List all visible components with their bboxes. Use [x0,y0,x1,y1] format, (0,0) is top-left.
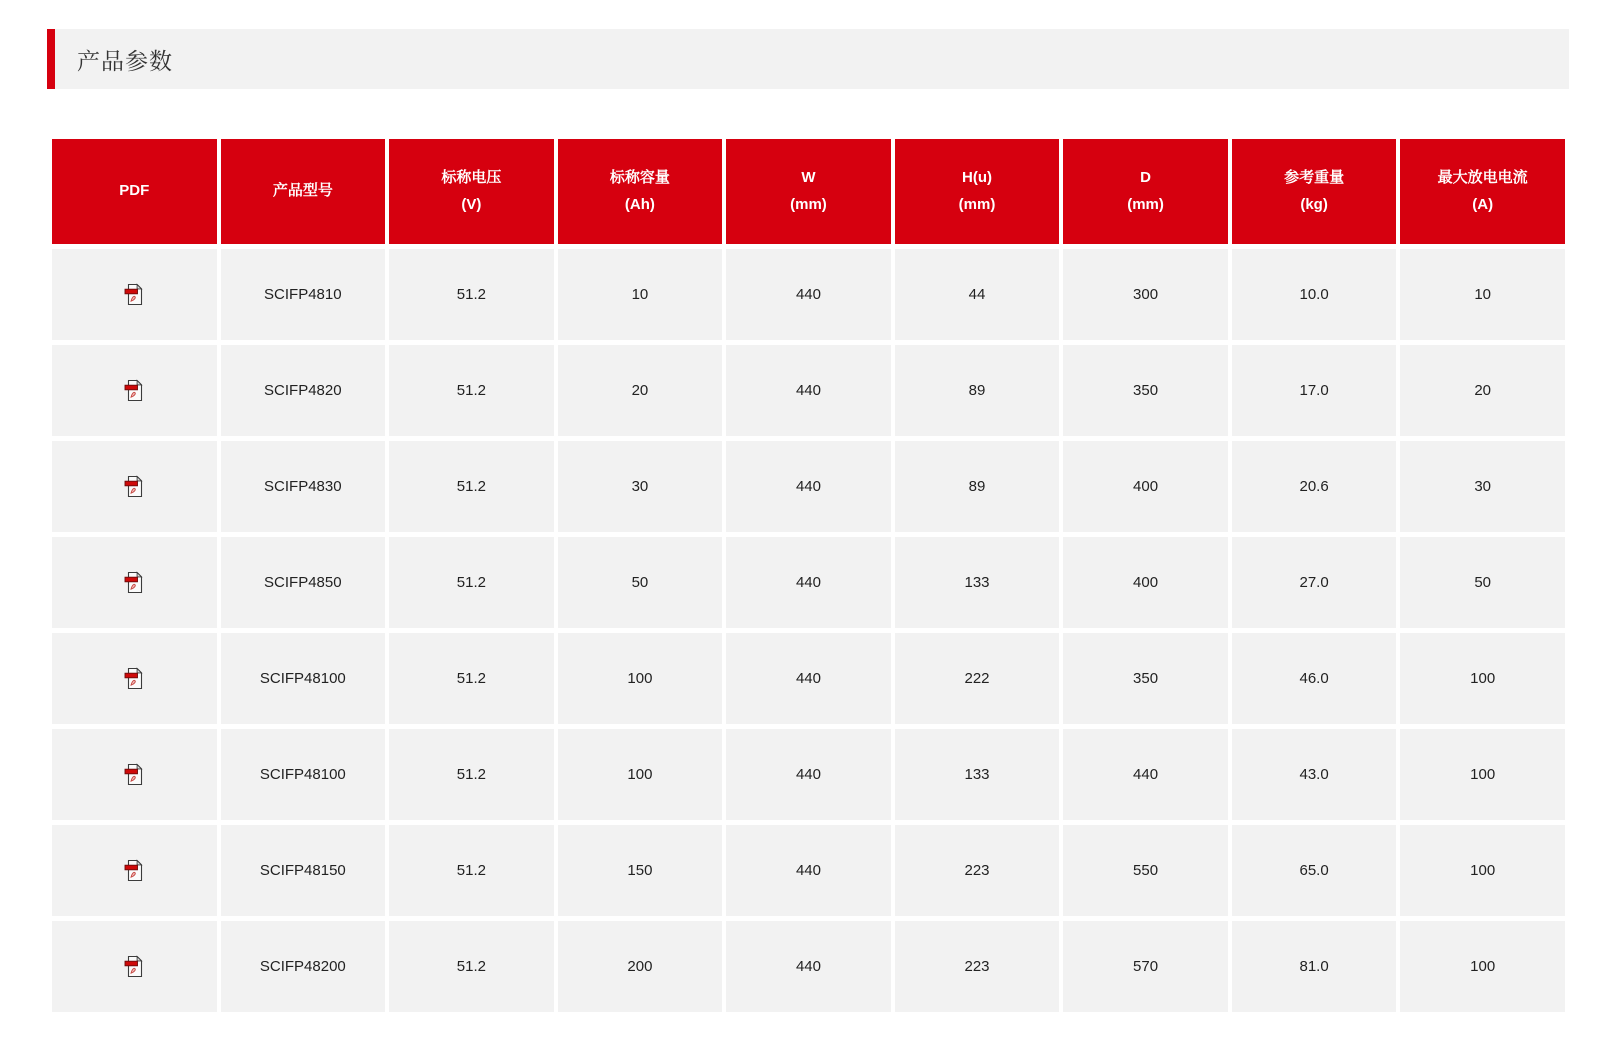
model-cell: SCIFP48200 [221,921,386,1012]
table-body [52,249,1565,1012]
pdf-cell [52,249,217,340]
width-cell: 440 [726,441,891,532]
width-cell: 440 [726,825,891,916]
pdf-icon [124,475,144,498]
weight-cell: 43.0 [1232,729,1397,820]
voltage-cell: 51.2 [389,825,554,916]
column-header-capacity [558,139,723,244]
pdf-cell [52,729,217,820]
column-label: 最大放电电流 [1437,169,1528,187]
table-row [52,633,1565,724]
model-cell: SCIFP48150 [221,825,386,916]
pdf-download-link[interactable] [124,955,144,978]
width-cell: 440 [726,537,891,628]
table-row [52,729,1565,820]
column-label: H(u) [962,169,992,187]
table-row [52,825,1565,916]
voltage-cell: 51.2 [389,729,554,820]
column-unit: (V) [461,195,482,213]
pdf-cell [52,537,217,628]
current-cell: 100 [1400,921,1565,1012]
height-cell: 223 [895,921,1060,1012]
weight-cell: 81.0 [1232,921,1397,1012]
capacity-cell: 200 [558,921,723,1012]
column-unit: (kg) [1300,195,1328,213]
height-cell: 133 [895,537,1060,628]
weight-cell: 27.0 [1232,537,1397,628]
section-title-bar [47,29,1569,89]
depth-cell: 440 [1063,729,1228,820]
width-cell: 440 [726,921,891,1012]
table-row [52,537,1565,628]
weight-cell: 10.0 [1232,249,1397,340]
pdf-icon [124,283,144,306]
current-cell: 10 [1400,249,1565,340]
depth-cell: 350 [1063,345,1228,436]
pdf-download-link[interactable] [124,475,144,498]
column-header-height [895,139,1060,244]
column-unit: (Ah) [624,195,655,213]
column-unit: (mm) [958,195,996,213]
pdf-cell [52,825,217,916]
pdf-icon [124,571,144,594]
column-label: 参考重量 [1284,169,1345,187]
weight-cell: 46.0 [1232,633,1397,724]
table-header-row [52,139,1565,244]
pdf-download-link[interactable] [124,571,144,594]
section-title: 产品参数 [77,47,173,74]
height-cell: 89 [895,441,1060,532]
column-unit: (mm) [790,195,827,213]
pdf-cell [52,441,217,532]
weight-cell: 65.0 [1232,825,1397,916]
column-header-weight [1232,139,1397,244]
column-header-width [726,139,891,244]
column-unit: (mm) [1127,195,1164,213]
model-cell: SCIFP4850 [221,537,386,628]
column-label: 标称容量 [609,169,670,187]
capacity-cell: 100 [558,633,723,724]
pdf-download-link[interactable] [124,667,144,690]
model-cell: SCIFP48100 [221,633,386,724]
model-cell: SCIFP48100 [221,729,386,820]
height-cell: 89 [895,345,1060,436]
width-cell: 440 [726,249,891,340]
current-cell: 100 [1400,729,1565,820]
depth-cell: 350 [1063,633,1228,724]
table-row [52,441,1565,532]
capacity-cell: 100 [558,729,723,820]
depth-cell: 300 [1063,249,1228,340]
pdf-icon [124,763,144,786]
voltage-cell: 51.2 [389,441,554,532]
weight-cell: 17.0 [1232,345,1397,436]
height-cell: 223 [895,825,1060,916]
pdf-download-link[interactable] [124,283,144,306]
voltage-cell: 51.2 [389,345,554,436]
depth-cell: 570 [1063,921,1228,1012]
table-row [52,249,1565,340]
column-header-voltage [389,139,554,244]
capacity-cell: 10 [558,249,723,340]
table-header [52,139,1565,244]
pdf-icon [124,859,144,882]
height-cell: 222 [895,633,1060,724]
column-header-pdf [52,139,217,244]
height-cell: 133 [895,729,1060,820]
column-header-current [1400,139,1565,244]
capacity-cell: 50 [558,537,723,628]
width-cell: 440 [726,345,891,436]
pdf-cell [52,345,217,436]
column-header-depth [1063,139,1228,244]
table-row [52,345,1565,436]
model-cell: SCIFP4810 [221,249,386,340]
current-cell: 100 [1400,825,1565,916]
current-cell: 50 [1400,537,1565,628]
model-cell: SCIFP4820 [221,345,386,436]
capacity-cell: 20 [558,345,723,436]
table-row [52,921,1565,1012]
voltage-cell: 51.2 [389,921,554,1012]
pdf-icon [124,955,144,978]
column-label: PDF [119,182,150,200]
depth-cell: 400 [1063,441,1228,532]
pdf-download-link[interactable] [124,859,144,882]
column-label: 标称电压 [441,169,502,187]
column-label: 产品型号 [272,182,333,200]
voltage-cell: 51.2 [389,633,554,724]
weight-cell: 20.6 [1232,441,1397,532]
width-cell: 440 [726,729,891,820]
depth-cell: 400 [1063,537,1228,628]
current-cell: 20 [1400,345,1565,436]
height-cell: 44 [895,249,1060,340]
column-header-model [221,139,386,244]
pdf-cell [52,921,217,1012]
capacity-cell: 30 [558,441,723,532]
voltage-cell: 51.2 [389,537,554,628]
pdf-cell [52,633,217,724]
capacity-cell: 150 [558,825,723,916]
column-label: W [801,169,816,187]
product-spec-table [48,134,1569,1017]
column-label: D [1140,169,1151,187]
pdf-download-link[interactable] [124,379,144,402]
column-unit: (A) [1472,195,1494,213]
depth-cell: 550 [1063,825,1228,916]
voltage-cell: 51.2 [389,249,554,340]
current-cell: 100 [1400,633,1565,724]
pdf-download-link[interactable] [124,763,144,786]
model-cell: SCIFP4830 [221,441,386,532]
pdf-icon [124,379,144,402]
current-cell: 30 [1400,441,1565,532]
width-cell: 440 [726,633,891,724]
pdf-icon [124,667,144,690]
